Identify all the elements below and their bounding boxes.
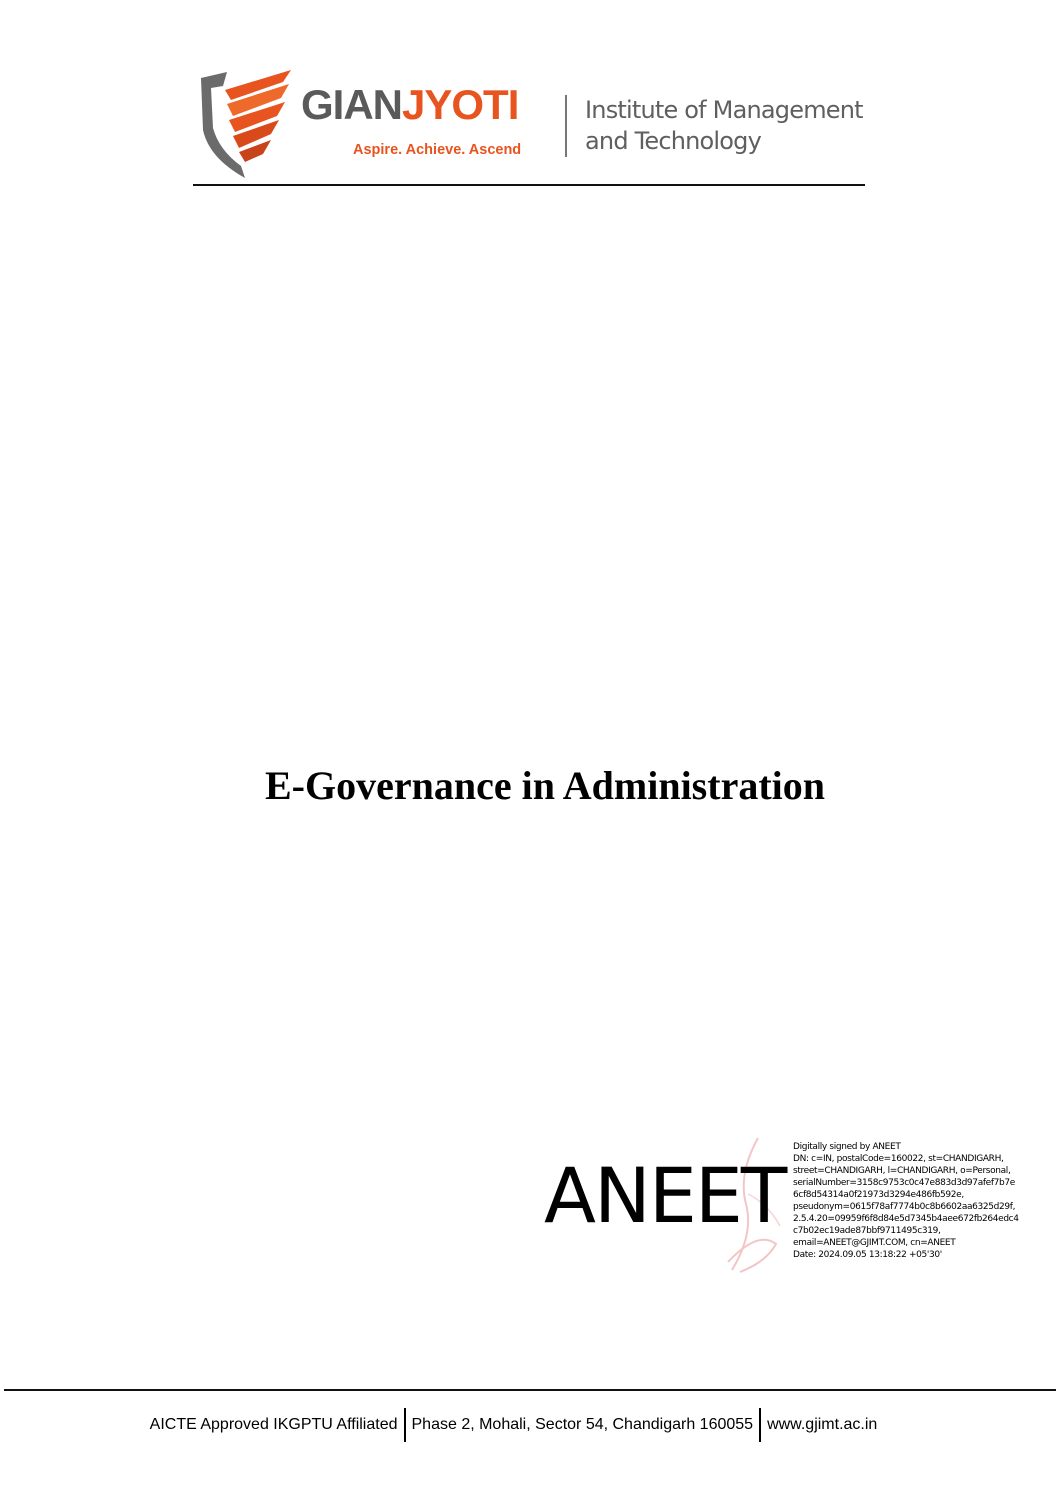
signature-detail-line: c7b02ec19ade87bbf9711495c319, xyxy=(793,1226,941,1236)
shield-wings-icon xyxy=(197,68,293,178)
digital-signature xyxy=(540,1134,1040,1274)
institute-name-line-2: and Technology xyxy=(585,127,762,155)
brand-name: GIANJYOTI xyxy=(301,81,519,128)
footer-separator xyxy=(759,1408,761,1442)
footer-rule xyxy=(4,1389,1056,1391)
institute-name-line-1: Institute of Management xyxy=(585,96,863,124)
signature-detail-line: email=ANEET@GJIMT.COM, cn=ANEET xyxy=(793,1238,956,1248)
signature-detail-line: serialNumber=3158c9753c0c47e883d3d97afef7b7e xyxy=(793,1178,1015,1188)
signature-detail-line: 2.5.4.20=09959f6f8d84e5d7345b4aee672fb264edc4 xyxy=(793,1214,1019,1224)
footer xyxy=(0,1405,1027,1445)
header-divider xyxy=(565,95,567,157)
footer-approval: AICTE Approved IKGPTU Affiliated xyxy=(149,1416,398,1433)
signature-detail-line: Date: 2024.09.05 13:18:22 +05'30' xyxy=(793,1250,942,1260)
signature-detail-line: DN: c=IN, postalCode=160022, st=CHANDIGARH, xyxy=(793,1154,1004,1164)
institute-name xyxy=(585,95,863,157)
footer-separator xyxy=(404,1408,406,1442)
header-rule xyxy=(193,184,865,186)
signature-detail-line: pseudonym=0615f78af7774b0c8b6602aa6325d29f, xyxy=(793,1202,1016,1212)
signer-name: ANEET xyxy=(544,1151,786,1240)
signature-detail-line: street=CHANDIGARH, l=CHANDIGARH, o=Personal, xyxy=(793,1166,1011,1176)
document-title: E-Governance in Administration xyxy=(264,763,826,808)
signature-details xyxy=(793,1141,1043,1261)
footer-website-link[interactable]: www.gjimt.ac.in xyxy=(767,1416,878,1433)
signature-detail-line: 6cf8d54314a0f21973d3294e486fb592e, xyxy=(793,1190,964,1200)
signature-detail-line: Digitally signed by ANEET xyxy=(793,1142,901,1152)
letterhead xyxy=(193,62,865,188)
footer-address: Phase 2, Mohali, Sector 54, Chandigarh 160055 xyxy=(411,1416,754,1433)
brand-tagline: Aspire. Achieve. Ascend xyxy=(353,142,522,158)
